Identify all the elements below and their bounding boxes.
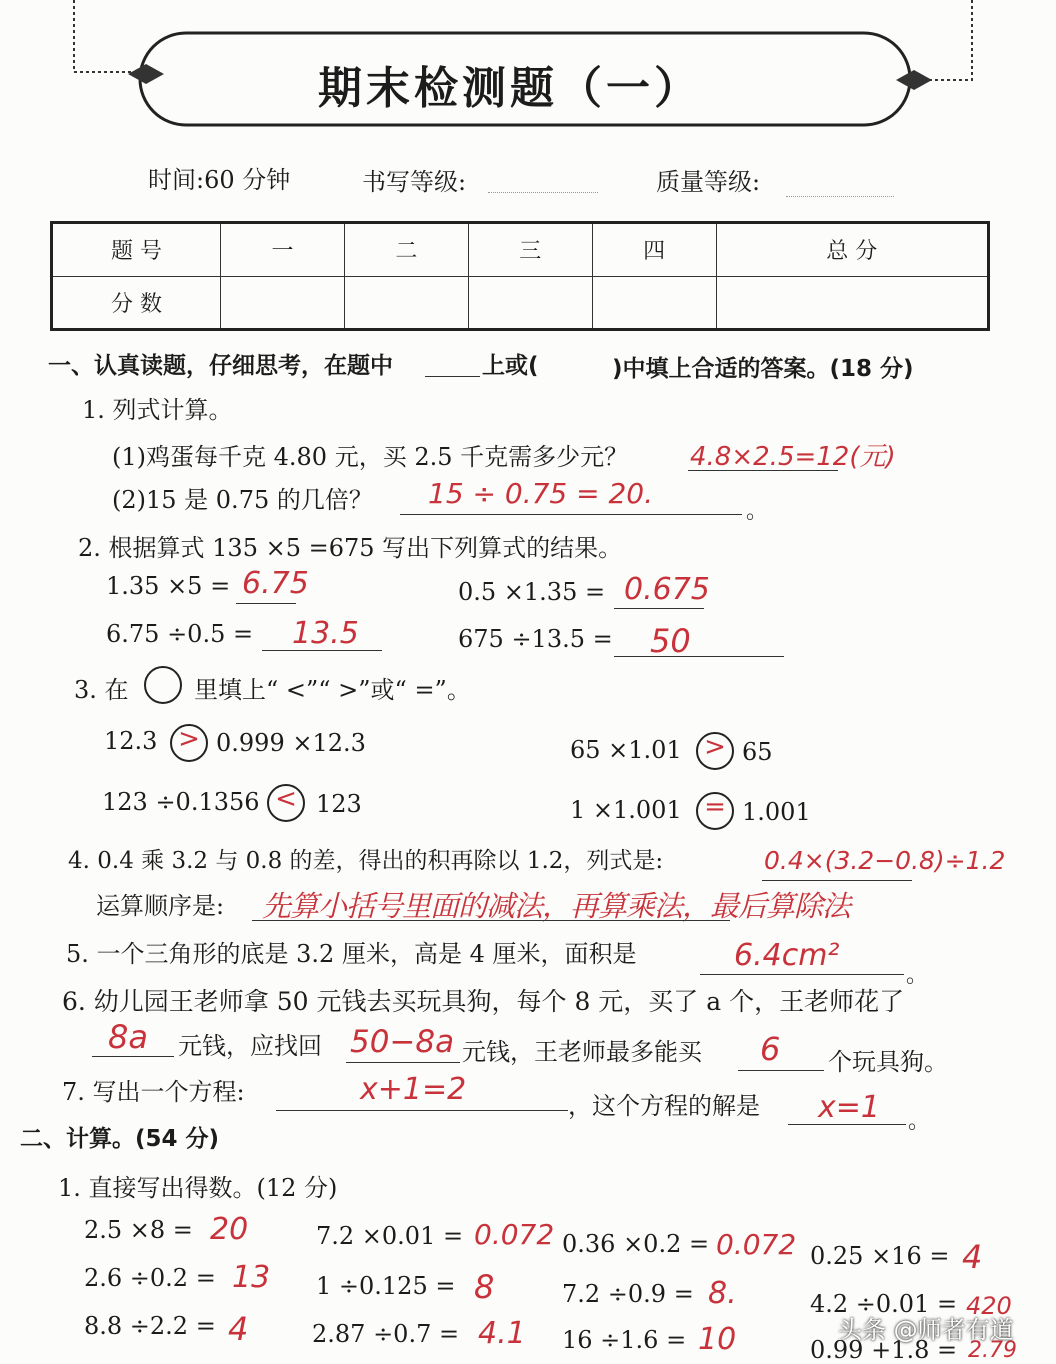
calc-answer: 4 (228, 1310, 249, 1348)
q2-answer3: 13.5 (292, 616, 359, 651)
score-cell (592, 276, 716, 330)
calc-answer: 13 (232, 1260, 271, 1295)
q2-answer2: 0.675 (624, 572, 710, 607)
q6-text1: 6. 幼儿园王老师拿 50 元钱去买玩具狗，每个 8 元，买了 a 个，王老师花了 (62, 987, 905, 1016)
score-cell (221, 276, 345, 330)
q3-c2-left: 65 ×1.01 (570, 736, 682, 764)
calc-expr: 0.25 ×16 = (810, 1242, 950, 1270)
q2-line2 (614, 608, 704, 609)
score-header-cell: 题 号 (52, 223, 221, 277)
q6-text4: 个玩具狗。 (828, 1048, 948, 1076)
calc-expr: 0.36 ×0.2 = (562, 1230, 710, 1258)
time-info: 时间:60 分钟 (148, 166, 291, 194)
score-cell (468, 276, 592, 330)
writing-grade-blank (488, 192, 598, 193)
q7-answer1: x+1=2 (360, 1072, 467, 1107)
calc-answer: 10 (698, 1322, 737, 1357)
compare-circle (696, 732, 734, 770)
q7-text2: ，这个方程的解是 (568, 1092, 760, 1120)
compare-circle (170, 724, 208, 762)
calc-expr: 2.6 ÷0.2 = (84, 1264, 216, 1292)
compare-mark: = (704, 792, 726, 822)
q1-answer1-line (688, 470, 838, 471)
heading-blank-line (425, 376, 480, 377)
calc-expr: 2.87 ÷0.7 = (312, 1320, 460, 1348)
q1-answer1: 4.8×2.5=12(元) (690, 442, 896, 472)
compare-mark: > (704, 732, 726, 762)
compare-circle (267, 784, 305, 822)
s2-q1-label: 1. 直接写出得数。(12 分) (58, 1174, 338, 1202)
q5-answer: 6.4cm² (734, 938, 840, 973)
circle-symbol (144, 666, 182, 704)
q2-line1 (236, 603, 296, 604)
quality-grade-blank (786, 196, 894, 197)
q3-label-b: 里填上“ <”“ >”或“ =”。 (194, 676, 471, 704)
q3-c3-right: 123 (316, 790, 362, 818)
score-cell (344, 276, 468, 330)
q7-end: 。 (908, 1109, 931, 1134)
q1-label: 1. 列式计算。 (82, 396, 233, 424)
q3-c1-right: 0.999 ×12.3 (216, 729, 366, 757)
q7-line1 (276, 1110, 568, 1111)
calc-expr: 16 ÷1.6 = (562, 1326, 687, 1354)
q3-label-a: 3. 在 (74, 676, 129, 704)
q5-text: 5. 一个三角形的底是 3.2 厘米，高是 4 厘米，面积是 (66, 940, 637, 968)
calc-answer: 2.79 (968, 1338, 1017, 1363)
q6-answer2: 50−8a (350, 1024, 455, 1060)
q6-line3 (738, 1070, 824, 1071)
score-header-cell: 三 (468, 223, 592, 277)
q2-label: 2. 根据算式 135 ×5 =675 写出下列算式的结果。 (78, 534, 623, 562)
calc-answer: 4.1 (478, 1316, 526, 1351)
q7-line2 (788, 1124, 906, 1125)
calc-answer: 0.072 (474, 1218, 555, 1251)
score-header-cell: 一 (221, 223, 345, 277)
score-header-cell: 总 分 (716, 223, 988, 277)
q2-line4 (614, 656, 784, 657)
q6-text3: 元钱，王老师最多能买 (462, 1038, 702, 1066)
score-cell (716, 276, 988, 330)
compare-mark: < (275, 784, 297, 814)
q1-answer2: 15 ÷ 0.75 = 20. (428, 477, 654, 510)
page-title: 期末检测题（一） (318, 63, 702, 114)
calc-answer: 20 (210, 1212, 249, 1247)
q4-answer2: 先算小括号里面的减法，再算乘法，最后算除法 (262, 889, 851, 923)
calc-answer: 0.072 (716, 1228, 797, 1261)
section-2-heading: 二、计算。(54 分) (20, 1126, 220, 1152)
q6-answer1: 8a (108, 1018, 148, 1056)
q4-order-label: 运算顺序是: (96, 892, 225, 920)
q2-answer1: 6.75 (242, 566, 309, 601)
calc-answer: 8 (474, 1268, 495, 1306)
q2-expr3: 6.75 ÷0.5 = (106, 620, 254, 648)
q5-end: 。 (906, 963, 929, 988)
calc-expr: 7.2 ×0.01 = (316, 1222, 464, 1250)
q6-line1 (92, 1056, 174, 1057)
calc-expr: 2.5 ×8 = (84, 1216, 193, 1244)
q3-c3-left: 123 ÷0.1356 (102, 788, 260, 816)
section-1-heading-c: )中填上合适的答案。(18 分) (612, 356, 914, 382)
quality-grade-label: 质量等级: (656, 168, 761, 196)
q4-line1 (762, 880, 912, 881)
q1-answer2-line (400, 514, 742, 515)
calc-answer: 8. (708, 1276, 737, 1311)
section-1-heading-b: 上或( (482, 353, 539, 379)
section-1-heading-a: 一、认真读题，仔细思考，在题中 (48, 353, 393, 379)
compare-circle (696, 792, 734, 830)
calc-answer: 420 (966, 1292, 1012, 1320)
q2-expr4: 675 ÷13.5 = (458, 625, 613, 653)
compare-mark: > (178, 724, 200, 754)
calc-expr: 1 ÷0.125 = (316, 1272, 456, 1300)
calc-expr: 0.99 +1.8 = (810, 1336, 958, 1364)
q7-text: 7. 写出一个方程: (62, 1078, 245, 1106)
q3-c1-left: 12.3 (104, 727, 158, 755)
q2-line3 (262, 650, 382, 651)
q3-c4-right: 1.001 (742, 798, 811, 826)
q4-line2 (252, 920, 730, 921)
calc-answer: 4 (962, 1238, 983, 1276)
q3-c2-right: 65 (742, 738, 773, 766)
q5-line (700, 974, 904, 975)
q2-expr2: 0.5 ×1.35 = (458, 578, 606, 606)
q4-answer1: 0.4×(3.2−0.8)÷1.2 (764, 846, 1006, 875)
score-row-label: 分 数 (52, 276, 221, 330)
score-header-cell: 二 (344, 223, 468, 277)
q6-line2 (346, 1062, 460, 1063)
q1-part2: (2)15 是 0.75 的几倍？ (112, 486, 373, 514)
calc-expr: 7.2 ÷0.9 = (562, 1280, 694, 1308)
score-table (50, 221, 990, 331)
writing-grade-label: 书写等级: (362, 168, 467, 196)
calc-expr: 4.2 ÷0.01 = (810, 1290, 958, 1318)
q4-text: 4. 0.4 乘 3.2 与 0.8 的差，得出的积再除以 1.2，列式是: (68, 848, 664, 874)
q6-text2: 元钱，应找回 (178, 1032, 322, 1060)
score-header-cell: 四 (592, 223, 716, 277)
q1-part1: (1)鸡蛋每千克 4.80 元，买 2.5 千克需多少元？ (112, 443, 629, 471)
q1-end: 。 (746, 499, 769, 524)
q2-answer4: 50 (650, 622, 691, 660)
q2-expr1: 1.35 ×5 = (106, 572, 231, 600)
q3-c4-left: 1 ×1.001 (570, 796, 682, 824)
watermark: 头条 @师者有道 (838, 1316, 1014, 1344)
q6-answer3: 6 (760, 1030, 781, 1068)
calc-expr: 8.8 ÷2.2 = (84, 1312, 216, 1340)
q7-answer2: x=1 (818, 1090, 880, 1125)
